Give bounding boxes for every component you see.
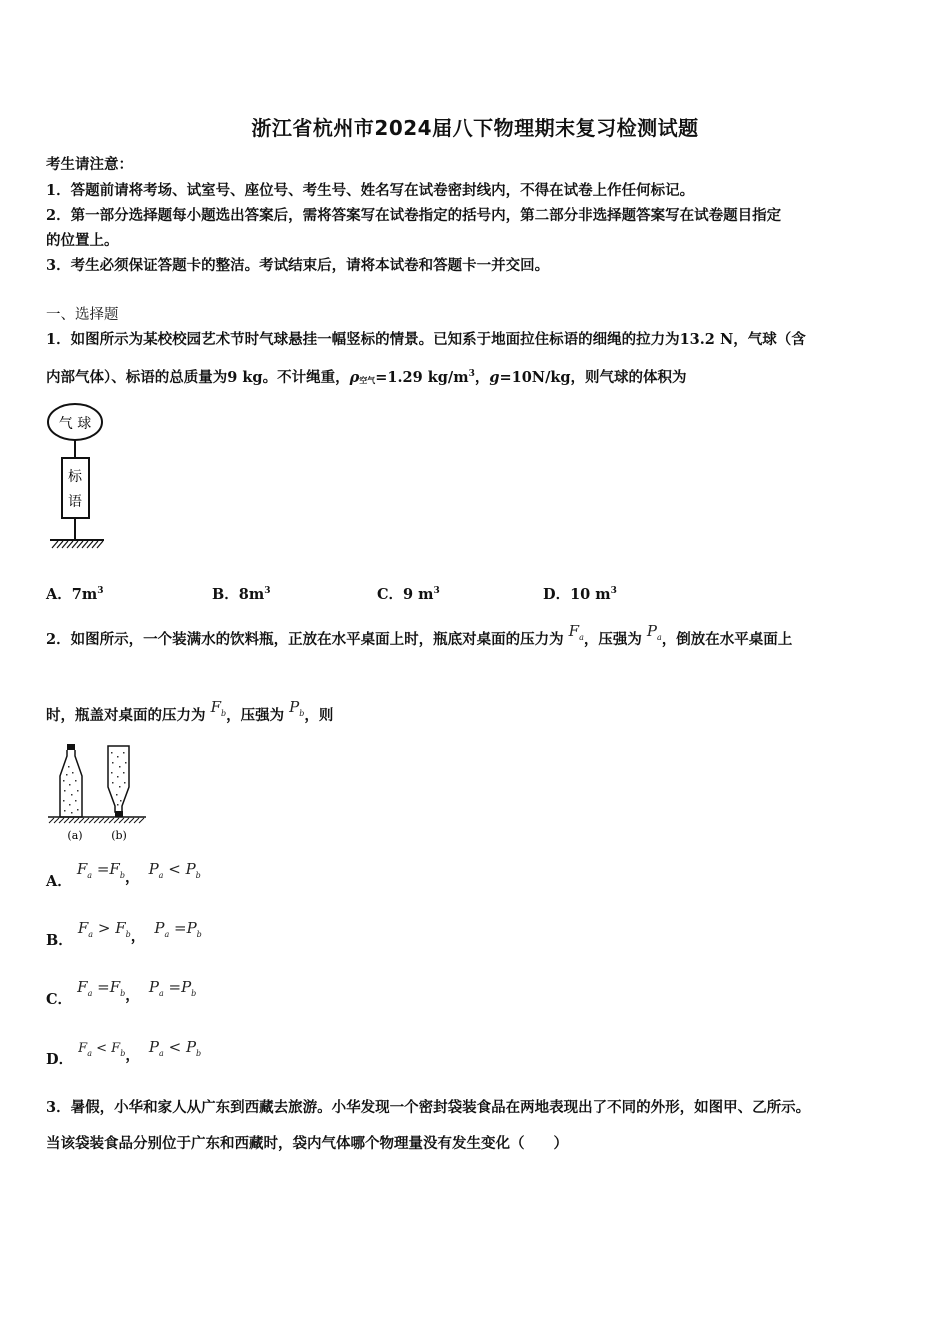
subscript: b xyxy=(125,930,131,939)
relation: = xyxy=(96,860,110,878)
q1-option-c[interactable] xyxy=(377,583,440,604)
subscript: a xyxy=(87,989,93,998)
pressure-symbol: P xyxy=(148,860,159,878)
force-symbol: F xyxy=(76,860,88,878)
q1-option-a[interactable] xyxy=(46,583,103,604)
q2-text-part: ，倒放在水平桌面上 xyxy=(661,631,793,648)
relation: < xyxy=(168,860,181,878)
force-symbol: F xyxy=(568,622,580,640)
section-heading: 一、选择题 xyxy=(46,307,119,323)
bottle-inverted xyxy=(108,746,129,817)
subscript: a xyxy=(159,1049,164,1058)
notice-item: 1．答题前请将考场、试室号、座位号、考生号、姓名写在试卷密封线内，不得在试卷上作任何标记。 xyxy=(46,182,695,199)
subscript: a xyxy=(657,633,662,642)
q1-text-line1: 1．如图所示为某校校园艺术节时气球悬挂一幅竖标的情景。已知系于地面拉住标语的细绳的拉力为13.2 N，气球（含 xyxy=(46,331,806,348)
notice-item: 3．考生必须保证答题卡的整洁。考试结束后，请将本试卷和答题卡一并交回。 xyxy=(46,257,550,274)
q1-text-line2: 内部气体）、标语的总质量为9 kg。不计绳重，ρ空气=1.29 $kg/m^3$，g=10N/kg，则气球的体积为 xyxy=(46,369,687,386)
force-symbol: F xyxy=(210,698,221,716)
q3-text-line1: 3．暑假，小华和家人从广东到西藏去旅游。小华发现一个密封袋装食品在两地表现出了不同的外形，如图甲、乙所示。 xyxy=(46,1099,811,1116)
relation: = xyxy=(168,978,182,996)
subscript: a xyxy=(158,989,164,998)
pressure-symbol: P xyxy=(185,1038,197,1056)
force-symbol: F xyxy=(77,978,88,996)
pressure-symbol: P xyxy=(289,698,300,716)
balloon-banner-figure xyxy=(44,398,114,553)
force-symbol: F xyxy=(78,1041,88,1056)
q2-text-line1 xyxy=(46,622,793,650)
notice-item: 的位置上。 xyxy=(46,232,119,249)
option-label: A．7m xyxy=(46,586,98,603)
notice-item: 2．第一部分选择题每小题选出答案后，需将答案写在试卷指定的括号内，第二部分非选择题答案写在试卷题目指定 xyxy=(46,207,782,224)
q2-option-d[interactable] xyxy=(46,1036,202,1068)
subscript: a xyxy=(579,633,584,642)
subscript: b xyxy=(120,1049,126,1058)
subscript: b xyxy=(299,709,305,718)
relation: = xyxy=(174,919,187,937)
option-letter: D． xyxy=(46,1051,74,1068)
q2-text-part: ，压强为 xyxy=(226,707,285,724)
g-symbol: g xyxy=(489,369,500,386)
option-sup: 3 xyxy=(97,586,104,596)
figure-label-b: (b) xyxy=(111,829,127,842)
q2-text-part: 2．如图所示，一个装满水的饮料瓶，正放在水平桌面上时，瓶底对桌面的压力为 xyxy=(46,631,564,648)
pressure-symbol: P xyxy=(186,919,197,937)
q2-text-part: ，压强为 xyxy=(583,631,642,648)
notice-heading: 考生请注意： xyxy=(46,156,133,173)
option-letter: A． xyxy=(46,873,72,890)
subscript: a xyxy=(87,871,93,880)
q2-option-a[interactable] xyxy=(46,858,201,890)
force-symbol: F xyxy=(115,919,126,937)
subscript: b xyxy=(191,989,197,998)
q1-text-part: =1.29 kg/m xyxy=(375,369,469,386)
rho-symbol: ρ xyxy=(349,369,360,386)
subscript: a xyxy=(164,930,170,939)
q2-option-c[interactable] xyxy=(46,976,197,1008)
option-label: B．8m xyxy=(212,586,265,603)
subscript: b xyxy=(196,1049,202,1058)
subscript: a xyxy=(158,871,164,880)
option-label: C．9 m xyxy=(377,586,434,603)
subscript: a xyxy=(88,930,94,939)
q2-option-b[interactable] xyxy=(46,917,202,949)
comma: ， xyxy=(125,1047,140,1064)
pressure-symbol: P xyxy=(185,860,196,878)
relation: < xyxy=(96,1041,108,1056)
q2-text-part: ，则 xyxy=(304,707,334,724)
option-sup: 3 xyxy=(610,586,617,596)
rho-subscript: 空气 xyxy=(359,375,376,385)
pressure-symbol: P xyxy=(646,622,658,640)
subscript: a xyxy=(87,1049,92,1058)
banner-char: 标 xyxy=(68,469,82,485)
balloon-label: 气 球 xyxy=(58,416,92,432)
comma: ， xyxy=(125,987,140,1004)
option-sup: 3 xyxy=(433,586,440,596)
q1-text-part: =10N/kg，则气球的体积为 xyxy=(499,369,687,386)
subscript: b xyxy=(120,989,126,998)
subscript: b xyxy=(220,709,227,718)
force-symbol: F xyxy=(109,860,120,878)
page-title: 浙江省杭州市2024届八下物理期末复习检测试题 xyxy=(251,116,699,140)
pressure-symbol: P xyxy=(148,978,159,996)
figure-label-a: (a) xyxy=(67,829,83,842)
comma: ， xyxy=(130,928,146,945)
relation: < xyxy=(168,1038,182,1056)
option-sup: 3 xyxy=(264,586,271,596)
pressure-symbol: P xyxy=(154,919,165,937)
subscript: b xyxy=(195,871,201,880)
relation: = xyxy=(97,978,110,996)
bottle-upright xyxy=(60,744,82,817)
relation: > xyxy=(97,919,111,937)
q1-option-d[interactable] xyxy=(543,583,617,604)
q3-text-line2: 当该袋装食品分别位于广东和西藏时，袋内气体哪个物理量没有发生变化（ ） xyxy=(46,1135,568,1152)
q1-option-b[interactable] xyxy=(212,583,270,604)
force-symbol: F xyxy=(111,1041,121,1056)
pressure-symbol: P xyxy=(148,1038,160,1056)
q1-text-part: 内部气体）、标语的总质量为9 kg。不计绳重， xyxy=(46,369,350,386)
q2-text-part: 时，瓶盖对桌面的压力为 xyxy=(46,707,206,724)
q2-text-line2 xyxy=(46,698,334,726)
bottle-figure xyxy=(44,742,154,846)
comma: ， xyxy=(124,869,140,886)
subscript: b xyxy=(196,930,202,939)
option-letter: B． xyxy=(46,932,73,949)
option-letter: C． xyxy=(46,991,73,1008)
subscript: b xyxy=(119,871,125,880)
force-symbol: F xyxy=(77,919,89,937)
pressure-symbol: P xyxy=(181,978,192,996)
banner-char: 语 xyxy=(68,494,82,510)
option-label: D．10 m xyxy=(543,586,611,603)
q1-text-part: ， xyxy=(474,369,490,386)
force-symbol: F xyxy=(109,978,121,996)
